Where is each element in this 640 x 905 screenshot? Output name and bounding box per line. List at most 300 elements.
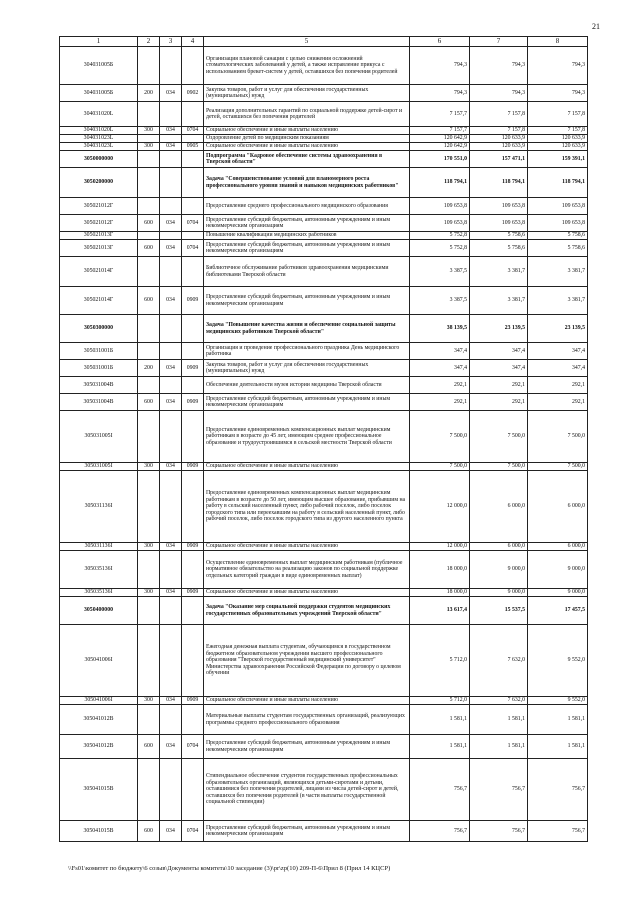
cell-expense-type: 300 [138, 143, 160, 151]
table-row [60, 343, 588, 360]
cell-classification-code: 305021014Г [60, 287, 138, 315]
cell-ministry-code [160, 705, 182, 735]
cell-amount-year-2: 5 758,6 [470, 232, 528, 240]
header-col-3: 3 [160, 37, 182, 47]
cell-amount-year-1: 7 157,7 [410, 127, 470, 135]
cell-amount-year-2: 7 632,0 [470, 625, 528, 697]
cell-description: Задача "Повышение качества жизни и обеспечение социальной защиты медицинских работников Тверской области" [204, 315, 410, 343]
table-row [60, 463, 588, 471]
cell-description: Организация и проведение профессионального праздника День медицинского работника [204, 343, 410, 360]
table-row [60, 735, 588, 759]
table-row [60, 287, 588, 315]
cell-amount-year-2: 3 381,7 [470, 287, 528, 315]
cell-expense-type [138, 102, 160, 127]
cell-classification-code: 305021014Г [60, 257, 138, 287]
cell-amount-year-1: 794,3 [410, 85, 470, 102]
table-row [60, 315, 588, 343]
cell-amount-year-3: 9 552,0 [528, 697, 588, 705]
table-row [60, 143, 588, 151]
cell-classification-code: 305041006I [60, 625, 138, 697]
cell-expense-type: 600 [138, 735, 160, 759]
cell-ministry-code [160, 198, 182, 215]
cell-description: Предоставление единовременных компенсационных выплат медицинским работникам в возрасте до 50 лет, имеющим высшее образование, прибывшим на работу в сельский населенный пункт, либо рабочий поселок, либо поселок городского типа или переехавшим на работу в сельский населенный пункт, либо рабочий поселок, либо поселок городского типа из другого населенного пункта [204, 471, 410, 543]
cell-ministry-code [160, 135, 182, 143]
cell-amount-year-1: 5 712,0 [410, 697, 470, 705]
cell-description: Предоставление среднего профессионального медицинского образования [204, 198, 410, 215]
cell-amount-year-2: 347,4 [470, 360, 528, 377]
cell-expense-type [138, 625, 160, 697]
cell-expense-type [138, 257, 160, 287]
budget-table [59, 36, 588, 842]
table-row [60, 85, 588, 102]
table-row [60, 821, 588, 842]
cell-section-code: 0909 [182, 697, 204, 705]
table-row [60, 232, 588, 240]
cell-ministry-code: 034 [160, 735, 182, 759]
cell-amount-year-3: 120 633,9 [528, 143, 588, 151]
cell-amount-year-3: 17 457,5 [528, 597, 588, 625]
cell-ministry-code: 034 [160, 697, 182, 705]
cell-amount-year-2: 6 000,0 [470, 471, 528, 543]
header-col-7: 7 [470, 37, 528, 47]
cell-description: Предоставление субсидий бюджетным, автономным учреждениям и иным некоммерческим организациям [204, 735, 410, 759]
header-col-4: 4 [182, 37, 204, 47]
cell-amount-year-1: 18 000,0 [410, 589, 470, 597]
table-row [60, 127, 588, 135]
cell-amount-year-1: 292,1 [410, 377, 470, 394]
cell-expense-type [138, 315, 160, 343]
cell-amount-year-3: 1 581,1 [528, 735, 588, 759]
cell-section-code: 0909 [182, 463, 204, 471]
cell-classification-code: 305041012В [60, 735, 138, 759]
cell-amount-year-1: 5 752,8 [410, 232, 470, 240]
cell-amount-year-2: 756,7 [470, 821, 528, 842]
cell-amount-year-3: 109 653,8 [528, 215, 588, 232]
cell-amount-year-3: 120 633,9 [528, 135, 588, 143]
cell-section-code: 0704 [182, 240, 204, 257]
cell-ministry-code: 034 [160, 589, 182, 597]
cell-description: Закупка товаров, работ и услуг для обеспечения государственных (муниципальных) нужд [204, 85, 410, 102]
cell-amount-year-1: 347,4 [410, 343, 470, 360]
cell-description: Организация плановой санации с целью снижения осложнений стоматологических заболеваний у детей, а также исправление прикуса с использованием брекет-систем у детей, оставшихся без попечения родителей [204, 47, 410, 85]
cell-amount-year-2: 1 581,1 [470, 705, 528, 735]
cell-section-code [182, 471, 204, 543]
header-col-5: 5 [204, 37, 410, 47]
cell-amount-year-2: 5 758,6 [470, 240, 528, 257]
cell-expense-type [138, 47, 160, 85]
cell-amount-year-2: 1 581,1 [470, 735, 528, 759]
cell-ministry-code [160, 343, 182, 360]
cell-amount-year-1: 120 642,9 [410, 143, 470, 151]
cell-section-code [182, 411, 204, 463]
cell-classification-code: 305031001Б [60, 343, 138, 360]
cell-section-code: 0704 [182, 127, 204, 135]
table-row [60, 377, 588, 394]
cell-amount-year-3: 1 581,1 [528, 705, 588, 735]
cell-description: Предоставление субсидий бюджетным, автономным учреждениям и иным некоммерческим организациям [204, 240, 410, 257]
cell-ministry-code [160, 551, 182, 589]
cell-amount-year-2: 120 633,9 [470, 135, 528, 143]
cell-amount-year-2: 15 537,5 [470, 597, 528, 625]
cell-ministry-code [160, 625, 182, 697]
cell-amount-year-1: 7 500,0 [410, 463, 470, 471]
cell-classification-code: 305035136I [60, 589, 138, 597]
cell-classification-code: 3050300000 [60, 315, 138, 343]
cell-amount-year-1: 18 000,0 [410, 551, 470, 589]
table-row [60, 257, 588, 287]
cell-section-code [182, 151, 204, 168]
cell-description: Социальное обеспечение и иные выплаты населению [204, 463, 410, 471]
cell-amount-year-3: 9 552,0 [528, 625, 588, 697]
cell-amount-year-3: 794,3 [528, 85, 588, 102]
cell-amount-year-2: 6 000,0 [470, 543, 528, 551]
cell-amount-year-1: 5 752,8 [410, 240, 470, 257]
cell-expense-type [138, 232, 160, 240]
cell-description: Предоставление субсидий бюджетным, автономным учреждениям и иным некоммерческим организациям [204, 821, 410, 842]
cell-amount-year-1: 38 139,5 [410, 315, 470, 343]
cell-amount-year-2: 7 500,0 [470, 463, 528, 471]
cell-amount-year-3: 9 000,0 [528, 551, 588, 589]
cell-classification-code: 305021013Г [60, 240, 138, 257]
cell-amount-year-2: 292,1 [470, 394, 528, 411]
cell-section-code: 0902 [182, 85, 204, 102]
table-row [60, 697, 588, 705]
cell-expense-type: 300 [138, 127, 160, 135]
cell-section-code [182, 597, 204, 625]
footer-file-path: \\Fs01\комитет по бюджету\6 созыв\Документы комитета\10 заседание (3)\pr\zp(10) 209-П-6\Прил 8 (Прил 14 КЦСР) [68, 865, 391, 872]
cell-amount-year-2: 9 000,0 [470, 551, 528, 589]
table-row [60, 625, 588, 697]
cell-amount-year-3: 7 157,8 [528, 127, 588, 135]
table-row [60, 705, 588, 735]
cell-classification-code: 305031005I [60, 463, 138, 471]
cell-section-code [182, 168, 204, 198]
cell-amount-year-3: 7 157,8 [528, 102, 588, 127]
cell-amount-year-3: 347,4 [528, 343, 588, 360]
cell-amount-year-1: 756,7 [410, 821, 470, 842]
cell-expense-type [138, 411, 160, 463]
cell-amount-year-2: 109 653,8 [470, 215, 528, 232]
header-col-6: 6 [410, 37, 470, 47]
cell-description: Подпрограмма "Кадровое обеспечение системы здравоохранения в Тверской области" [204, 151, 410, 168]
table-row [60, 135, 588, 143]
cell-section-code [182, 551, 204, 589]
cell-amount-year-2: 157 471,1 [470, 151, 528, 168]
cell-section-code [182, 135, 204, 143]
cell-amount-year-3: 23 139,5 [528, 315, 588, 343]
cell-classification-code: 305041015В [60, 821, 138, 842]
cell-expense-type: 300 [138, 589, 160, 597]
cell-description: Обеспечение деятельности музея истории медицины Тверской области [204, 377, 410, 394]
cell-ministry-code [160, 411, 182, 463]
cell-amount-year-3: 292,1 [528, 377, 588, 394]
cell-description: Реализация дополнительных гарантий по социальной поддержке детей-сирот и детей, оставшихся без попечения родителей [204, 102, 410, 127]
cell-ministry-code: 034 [160, 463, 182, 471]
table-row [60, 589, 588, 597]
cell-amount-year-1: 118 794,1 [410, 168, 470, 198]
cell-expense-type: 300 [138, 697, 160, 705]
page-number: 21 [592, 22, 600, 31]
cell-amount-year-3: 7 500,0 [528, 463, 588, 471]
cell-expense-type [138, 471, 160, 543]
cell-classification-code: 305021012Г [60, 198, 138, 215]
cell-amount-year-3: 756,7 [528, 821, 588, 842]
cell-classification-code: 305031136I [60, 543, 138, 551]
cell-expense-type [138, 377, 160, 394]
cell-expense-type: 600 [138, 215, 160, 232]
cell-amount-year-2: 794,3 [470, 47, 528, 85]
table-row [60, 102, 588, 127]
cell-expense-type [138, 705, 160, 735]
cell-amount-year-3: 9 000,0 [528, 589, 588, 597]
cell-description: Социальное обеспечение и иные выплаты населению [204, 143, 410, 151]
cell-expense-type: 600 [138, 287, 160, 315]
cell-ministry-code [160, 471, 182, 543]
cell-amount-year-3: 3 381,7 [528, 287, 588, 315]
cell-classification-code: 3050400000 [60, 597, 138, 625]
table-row [60, 198, 588, 215]
cell-classification-code: 305031001Б [60, 360, 138, 377]
cell-amount-year-1: 109 653,8 [410, 198, 470, 215]
cell-amount-year-2: 109 653,8 [470, 198, 528, 215]
cell-amount-year-3: 5 758,6 [528, 232, 588, 240]
cell-section-code [182, 705, 204, 735]
cell-section-code: 0704 [182, 215, 204, 232]
cell-amount-year-1: 3 387,5 [410, 287, 470, 315]
cell-expense-type [138, 198, 160, 215]
cell-description: Материальные выплаты студентам государственных организаций, реализующих программы среднего профессионального образования [204, 705, 410, 735]
cell-amount-year-1: 292,1 [410, 394, 470, 411]
cell-amount-year-2: 23 139,5 [470, 315, 528, 343]
cell-classification-code: 304031020L [60, 127, 138, 135]
cell-amount-year-3: 159 391,1 [528, 151, 588, 168]
cell-amount-year-3: 6 000,0 [528, 543, 588, 551]
cell-description: Предоставление субсидий бюджетным, автономным учреждениям и иным некоммерческим организациям [204, 215, 410, 232]
cell-amount-year-1: 12 000,0 [410, 543, 470, 551]
cell-classification-code: 305031005I [60, 411, 138, 463]
cell-section-code [182, 759, 204, 821]
cell-section-code [182, 232, 204, 240]
cell-classification-code: 304031023L [60, 143, 138, 151]
cell-ministry-code: 034 [160, 143, 182, 151]
cell-description: Повышение квалификации медицинских работников [204, 232, 410, 240]
cell-section-code: 0909 [182, 589, 204, 597]
cell-classification-code: 305041015В [60, 759, 138, 821]
cell-expense-type [138, 343, 160, 360]
cell-section-code [182, 257, 204, 287]
cell-amount-year-3: 756,7 [528, 759, 588, 821]
cell-amount-year-1: 1 581,1 [410, 705, 470, 735]
cell-ministry-code: 034 [160, 240, 182, 257]
cell-amount-year-1: 7 157,7 [410, 102, 470, 127]
cell-ministry-code [160, 232, 182, 240]
cell-amount-year-1: 170 551,0 [410, 151, 470, 168]
cell-expense-type: 300 [138, 543, 160, 551]
cell-ministry-code [160, 47, 182, 85]
cell-expense-type: 200 [138, 360, 160, 377]
cell-amount-year-3: 7 500,0 [528, 411, 588, 463]
cell-ministry-code: 034 [160, 287, 182, 315]
cell-amount-year-2: 118 794,1 [470, 168, 528, 198]
cell-section-code: 0909 [182, 394, 204, 411]
cell-ministry-code: 034 [160, 360, 182, 377]
cell-ministry-code: 034 [160, 85, 182, 102]
cell-expense-type [138, 597, 160, 625]
cell-description: Библиотечное обслуживание работников здравоохранения медицинскими библиотеками Тверской области [204, 257, 410, 287]
cell-expense-type: 600 [138, 240, 160, 257]
cell-classification-code: 305031136I [60, 471, 138, 543]
cell-description: Социальное обеспечение и иные выплаты населению [204, 589, 410, 597]
cell-description: Предоставление единовременных компенсационных выплат медицинским работникам в возрасте до 45 лет, имеющим среднее профессиональное образование и трудоустроившимся в сельской местности Тверской области [204, 411, 410, 463]
header-col-8: 8 [528, 37, 588, 47]
table-row [60, 394, 588, 411]
cell-section-code [182, 343, 204, 360]
cell-amount-year-3: 6 000,0 [528, 471, 588, 543]
cell-amount-year-3: 109 653,8 [528, 198, 588, 215]
cell-amount-year-2: 120 633,9 [470, 143, 528, 151]
cell-amount-year-1: 347,4 [410, 360, 470, 377]
cell-ministry-code [160, 597, 182, 625]
cell-ministry-code [160, 315, 182, 343]
cell-section-code: 0909 [182, 543, 204, 551]
cell-section-code [182, 377, 204, 394]
cell-amount-year-1: 794,3 [410, 47, 470, 85]
table-row [60, 597, 588, 625]
table-row [60, 151, 588, 168]
cell-ministry-code [160, 759, 182, 821]
cell-section-code: 0704 [182, 821, 204, 842]
cell-amount-year-3: 794,3 [528, 47, 588, 85]
cell-description: Закупка товаров, работ и услуг для обеспечения государственных (муниципальных) нужд [204, 360, 410, 377]
cell-amount-year-3: 3 381,7 [528, 257, 588, 287]
table-row [60, 551, 588, 589]
table-row [60, 759, 588, 821]
cell-expense-type [138, 151, 160, 168]
table-row [60, 360, 588, 377]
cell-amount-year-1: 13 617,4 [410, 597, 470, 625]
cell-description: Социальное обеспечение и иные выплаты населению [204, 543, 410, 551]
cell-amount-year-1: 109 653,8 [410, 215, 470, 232]
cell-amount-year-3: 292,1 [528, 394, 588, 411]
cell-amount-year-2: 347,4 [470, 343, 528, 360]
cell-amount-year-1: 12 000,0 [410, 471, 470, 543]
cell-amount-year-1: 120 642,9 [410, 135, 470, 143]
table-row [60, 471, 588, 543]
cell-section-code: 0905 [182, 143, 204, 151]
cell-ministry-code [160, 168, 182, 198]
cell-amount-year-2: 7 632,0 [470, 697, 528, 705]
cell-description: Осуществление единовременных выплат медицинским работникам (публичное нормативное обязательство на реализацию законов по социальной поддержке отдельных категорий граждан в виде единовременных выплат) [204, 551, 410, 589]
cell-section-code: 0909 [182, 360, 204, 377]
cell-classification-code: 304031005Б [60, 85, 138, 102]
cell-amount-year-2: 794,3 [470, 85, 528, 102]
cell-classification-code: 304031020L [60, 102, 138, 127]
header-col-2: 2 [138, 37, 160, 47]
cell-description: Социальное обеспечение и иные выплаты населению [204, 697, 410, 705]
table-row [60, 543, 588, 551]
cell-ministry-code [160, 257, 182, 287]
cell-expense-type [138, 759, 160, 821]
cell-amount-year-1: 7 500,0 [410, 411, 470, 463]
cell-classification-code: 305035136I [60, 551, 138, 589]
cell-section-code [182, 625, 204, 697]
cell-ministry-code: 034 [160, 127, 182, 135]
cell-section-code [182, 198, 204, 215]
cell-expense-type [138, 551, 160, 589]
cell-section-code: 0704 [182, 735, 204, 759]
cell-ministry-code: 034 [160, 543, 182, 551]
cell-amount-year-3: 347,4 [528, 360, 588, 377]
cell-description: Задача "Совершенствование условий для планомерного роста профессионального уровня знаний и навыков медицинских работников" [204, 168, 410, 198]
cell-ministry-code: 034 [160, 394, 182, 411]
cell-amount-year-2: 292,1 [470, 377, 528, 394]
cell-classification-code: 3050200000 [60, 168, 138, 198]
cell-classification-code: 304031023L [60, 135, 138, 143]
cell-section-code [182, 102, 204, 127]
cell-description: Предоставление субсидий бюджетным, автономным учреждениям и иным некоммерческим организациям [204, 394, 410, 411]
table-row [60, 47, 588, 85]
cell-amount-year-3: 118 794,1 [528, 168, 588, 198]
cell-ministry-code: 034 [160, 215, 182, 232]
cell-ministry-code [160, 151, 182, 168]
cell-expense-type: 600 [138, 821, 160, 842]
cell-expense-type: 200 [138, 85, 160, 102]
cell-section-code [182, 315, 204, 343]
cell-classification-code: 3050000000 [60, 151, 138, 168]
table-row [60, 411, 588, 463]
cell-description: Оздоровление детей по медицинским показаниям [204, 135, 410, 143]
cell-amount-year-1: 3 387,5 [410, 257, 470, 287]
table-header-row [60, 37, 588, 47]
cell-classification-code: 305041012В [60, 705, 138, 735]
cell-amount-year-3: 5 758,6 [528, 240, 588, 257]
table-row [60, 240, 588, 257]
cell-amount-year-1: 756,7 [410, 759, 470, 821]
cell-amount-year-2: 7 500,0 [470, 411, 528, 463]
cell-ministry-code [160, 102, 182, 127]
cell-classification-code: 304031005Б [60, 47, 138, 85]
cell-ministry-code [160, 377, 182, 394]
cell-classification-code: 305021013Г [60, 232, 138, 240]
cell-description: Задача "Оказание мер социальной поддержки студентов медицинских государственных образовательных учреждений Тверской области" [204, 597, 410, 625]
header-col-1: 1 [60, 37, 138, 47]
cell-amount-year-2: 3 381,7 [470, 257, 528, 287]
cell-amount-year-2: 7 157,8 [470, 102, 528, 127]
cell-description: Стипендиальное обеспечение студентов государственных профессиональных образовательных организаций, являющихся детьми-сиротами и детьми, оставшимися без попечения родителей, лицами из числа детей-сирот и детей, оставшихся без попечения родителей (в части выплаты государственной социальной стипендии) [204, 759, 410, 821]
cell-classification-code: 305031004В [60, 377, 138, 394]
cell-amount-year-1: 1 581,1 [410, 735, 470, 759]
cell-description: Социальное обеспечение и иные выплаты населению [204, 127, 410, 135]
cell-expense-type: 300 [138, 463, 160, 471]
cell-expense-type [138, 135, 160, 143]
table-body [60, 47, 588, 842]
cell-description: Предоставление субсидий бюджетным, автономным учреждениям и иным некоммерческим организациям [204, 287, 410, 315]
cell-amount-year-2: 756,7 [470, 759, 528, 821]
table-row [60, 168, 588, 198]
cell-amount-year-2: 7 157,8 [470, 127, 528, 135]
cell-expense-type: 600 [138, 394, 160, 411]
cell-classification-code: 305021012Г [60, 215, 138, 232]
cell-classification-code: 305031004В [60, 394, 138, 411]
cell-amount-year-1: 5 712,0 [410, 625, 470, 697]
cell-classification-code: 305041006I [60, 697, 138, 705]
cell-description: Ежегодная денежная выплата студентам, обучающимся в государственном бюджетном образовательном учреждении высшего профессионального образования "Тверской государственный медицинский университет" Министерства здравоохранения Российской Федерации по договору о целевом обучении [204, 625, 410, 697]
cell-expense-type [138, 168, 160, 198]
cell-ministry-code: 034 [160, 821, 182, 842]
cell-section-code: 0909 [182, 287, 204, 315]
cell-section-code [182, 47, 204, 85]
cell-amount-year-2: 9 000,0 [470, 589, 528, 597]
